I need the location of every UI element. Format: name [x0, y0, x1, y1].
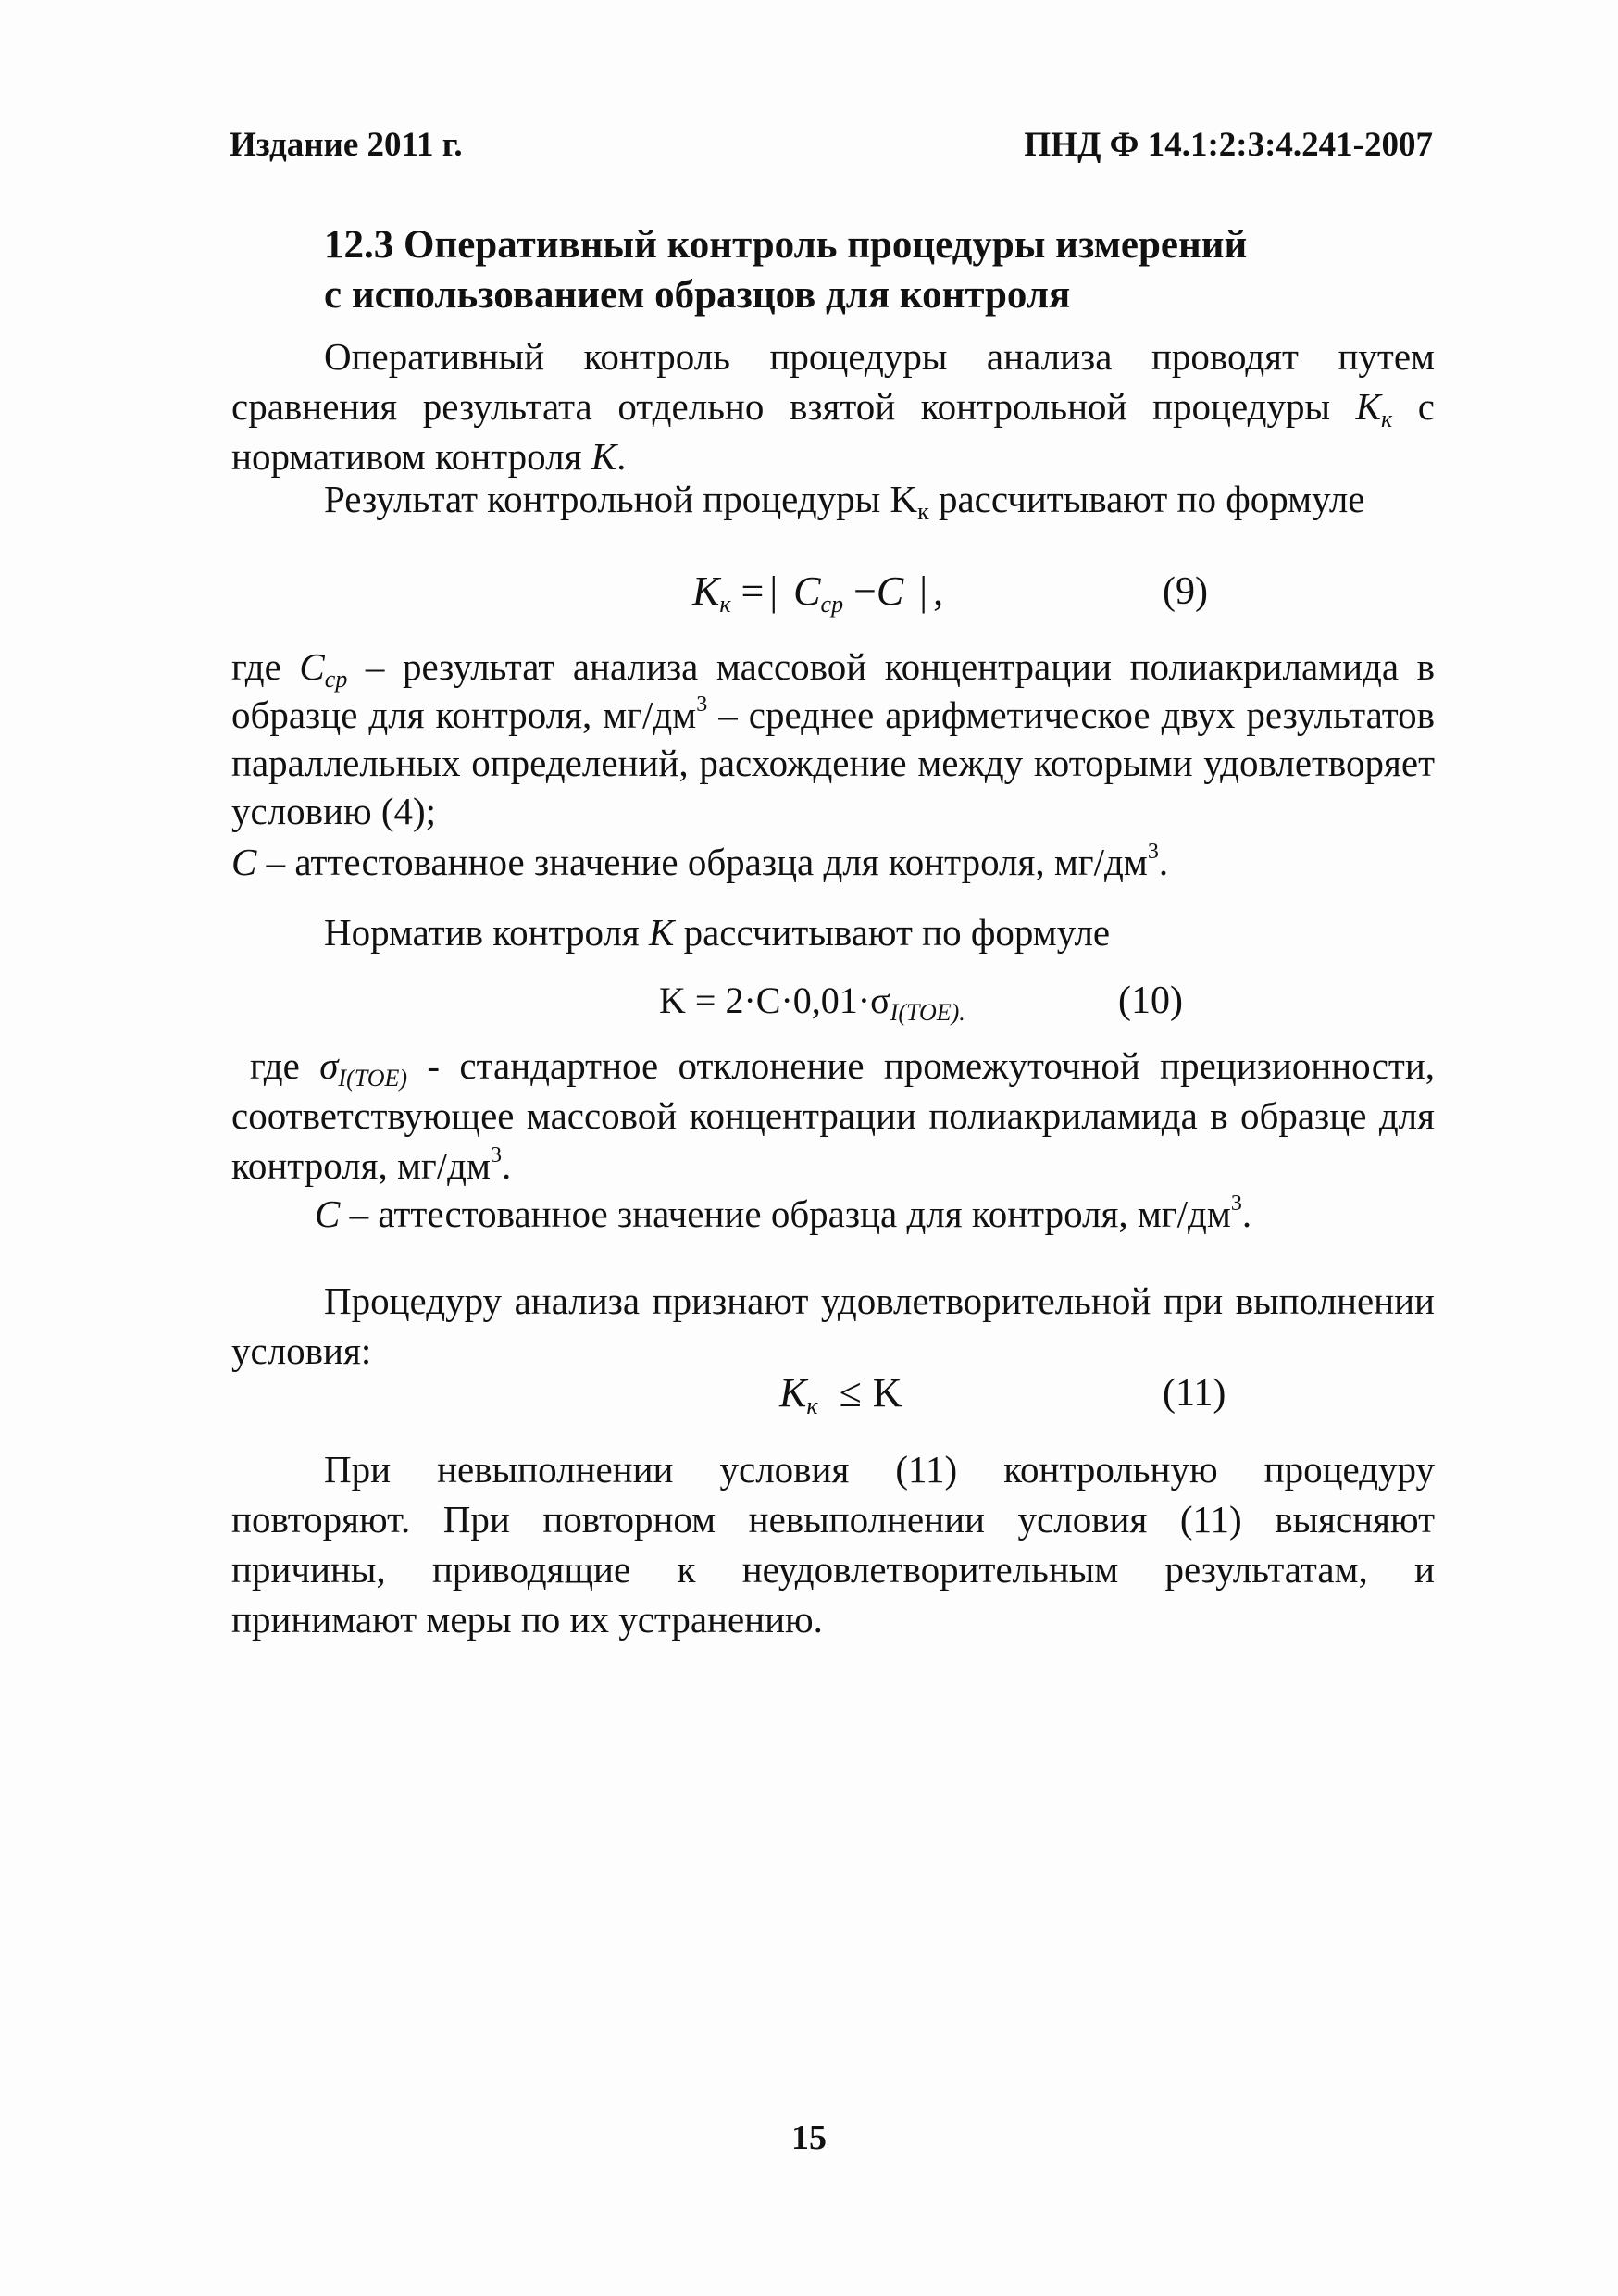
paragraph-condition: Процедуру анализа признают удовлетворительной при выполнении условия: — [231, 1279, 1435, 1372]
paragraph-formula-intro: Результат контрольной процедуры $K_к$ рассчитывают по формуле — [324, 478, 1365, 525]
paragraph-intro: Оперативный контроль процедуры анализа проводят путем сравнения результата отдельно взятой контрольной процедуры $K_к$ с нормативом контроля K. — [231, 335, 1435, 478]
formula-10-number: (10) — [1118, 980, 1183, 1022]
paragraph-where-sigma: где $\sigma_{I(TOE)}$ - стандартное отклонение промежуточной прецизионности, соответствующее массовой концентрации полиакриламида в образце для контроля, $мг/дм^3$. — [231, 1044, 1436, 1187]
section-title-line2: с использованием образцов для контроля — [324, 273, 1071, 317]
formula-9-number: (9) — [1163, 570, 1208, 613]
paragraph-norm-intro: Норматив контроля K рассчитывают по формуле — [324, 911, 1111, 954]
paragraph-where-c: C – аттестованное значение образца для контроля, $мг/дм^3$. — [231, 840, 1169, 883]
formula-11-number: (11) — [1163, 1372, 1226, 1415]
paragraph-where-cavg: где $C_{ср}$ – результат анализа массовой концентрации полиакриламида в образце для контроля, $мг/дм^3$ – среднее арифметическое двух результатов параллельных определений, расхождение между которыми удовлетворяет условию (4); — [231, 645, 1436, 832]
document-code: ПНД Ф 14.1:2:3:4.241-2007 — [1024, 126, 1433, 164]
edition-label: Издание 2011 г. — [230, 126, 463, 164]
var-k: K — [1355, 385, 1382, 428]
formula-9: $K_к$ = | $C_{ср} -C$ | , — [692, 568, 944, 618]
paragraph-repeat: При невыполнении условия (11) контрольную процедуру повторяют. При повторном невыполнении условия (11) выясняют причины, приводящие к неудовлетворительным результатам, и принимают меры по их устранению. — [231, 1448, 1435, 1641]
paragraph-where-c-2: C – аттестованное значение образца для контроля, $мг/дм^3$. — [315, 1192, 1252, 1235]
formula-10: $K = 2\cdot C\cdot 0,01\cdot\sigma_{I(TOE).}$ — [659, 980, 965, 1026]
page-number: 15 — [791, 2118, 827, 2157]
section-title-line1: 12.3 Оперативный контроль процедуры измерений — [324, 223, 1248, 267]
formula-11: $K_к \le K$ — [779, 1370, 902, 1419]
section-title — [324, 220, 1453, 320]
